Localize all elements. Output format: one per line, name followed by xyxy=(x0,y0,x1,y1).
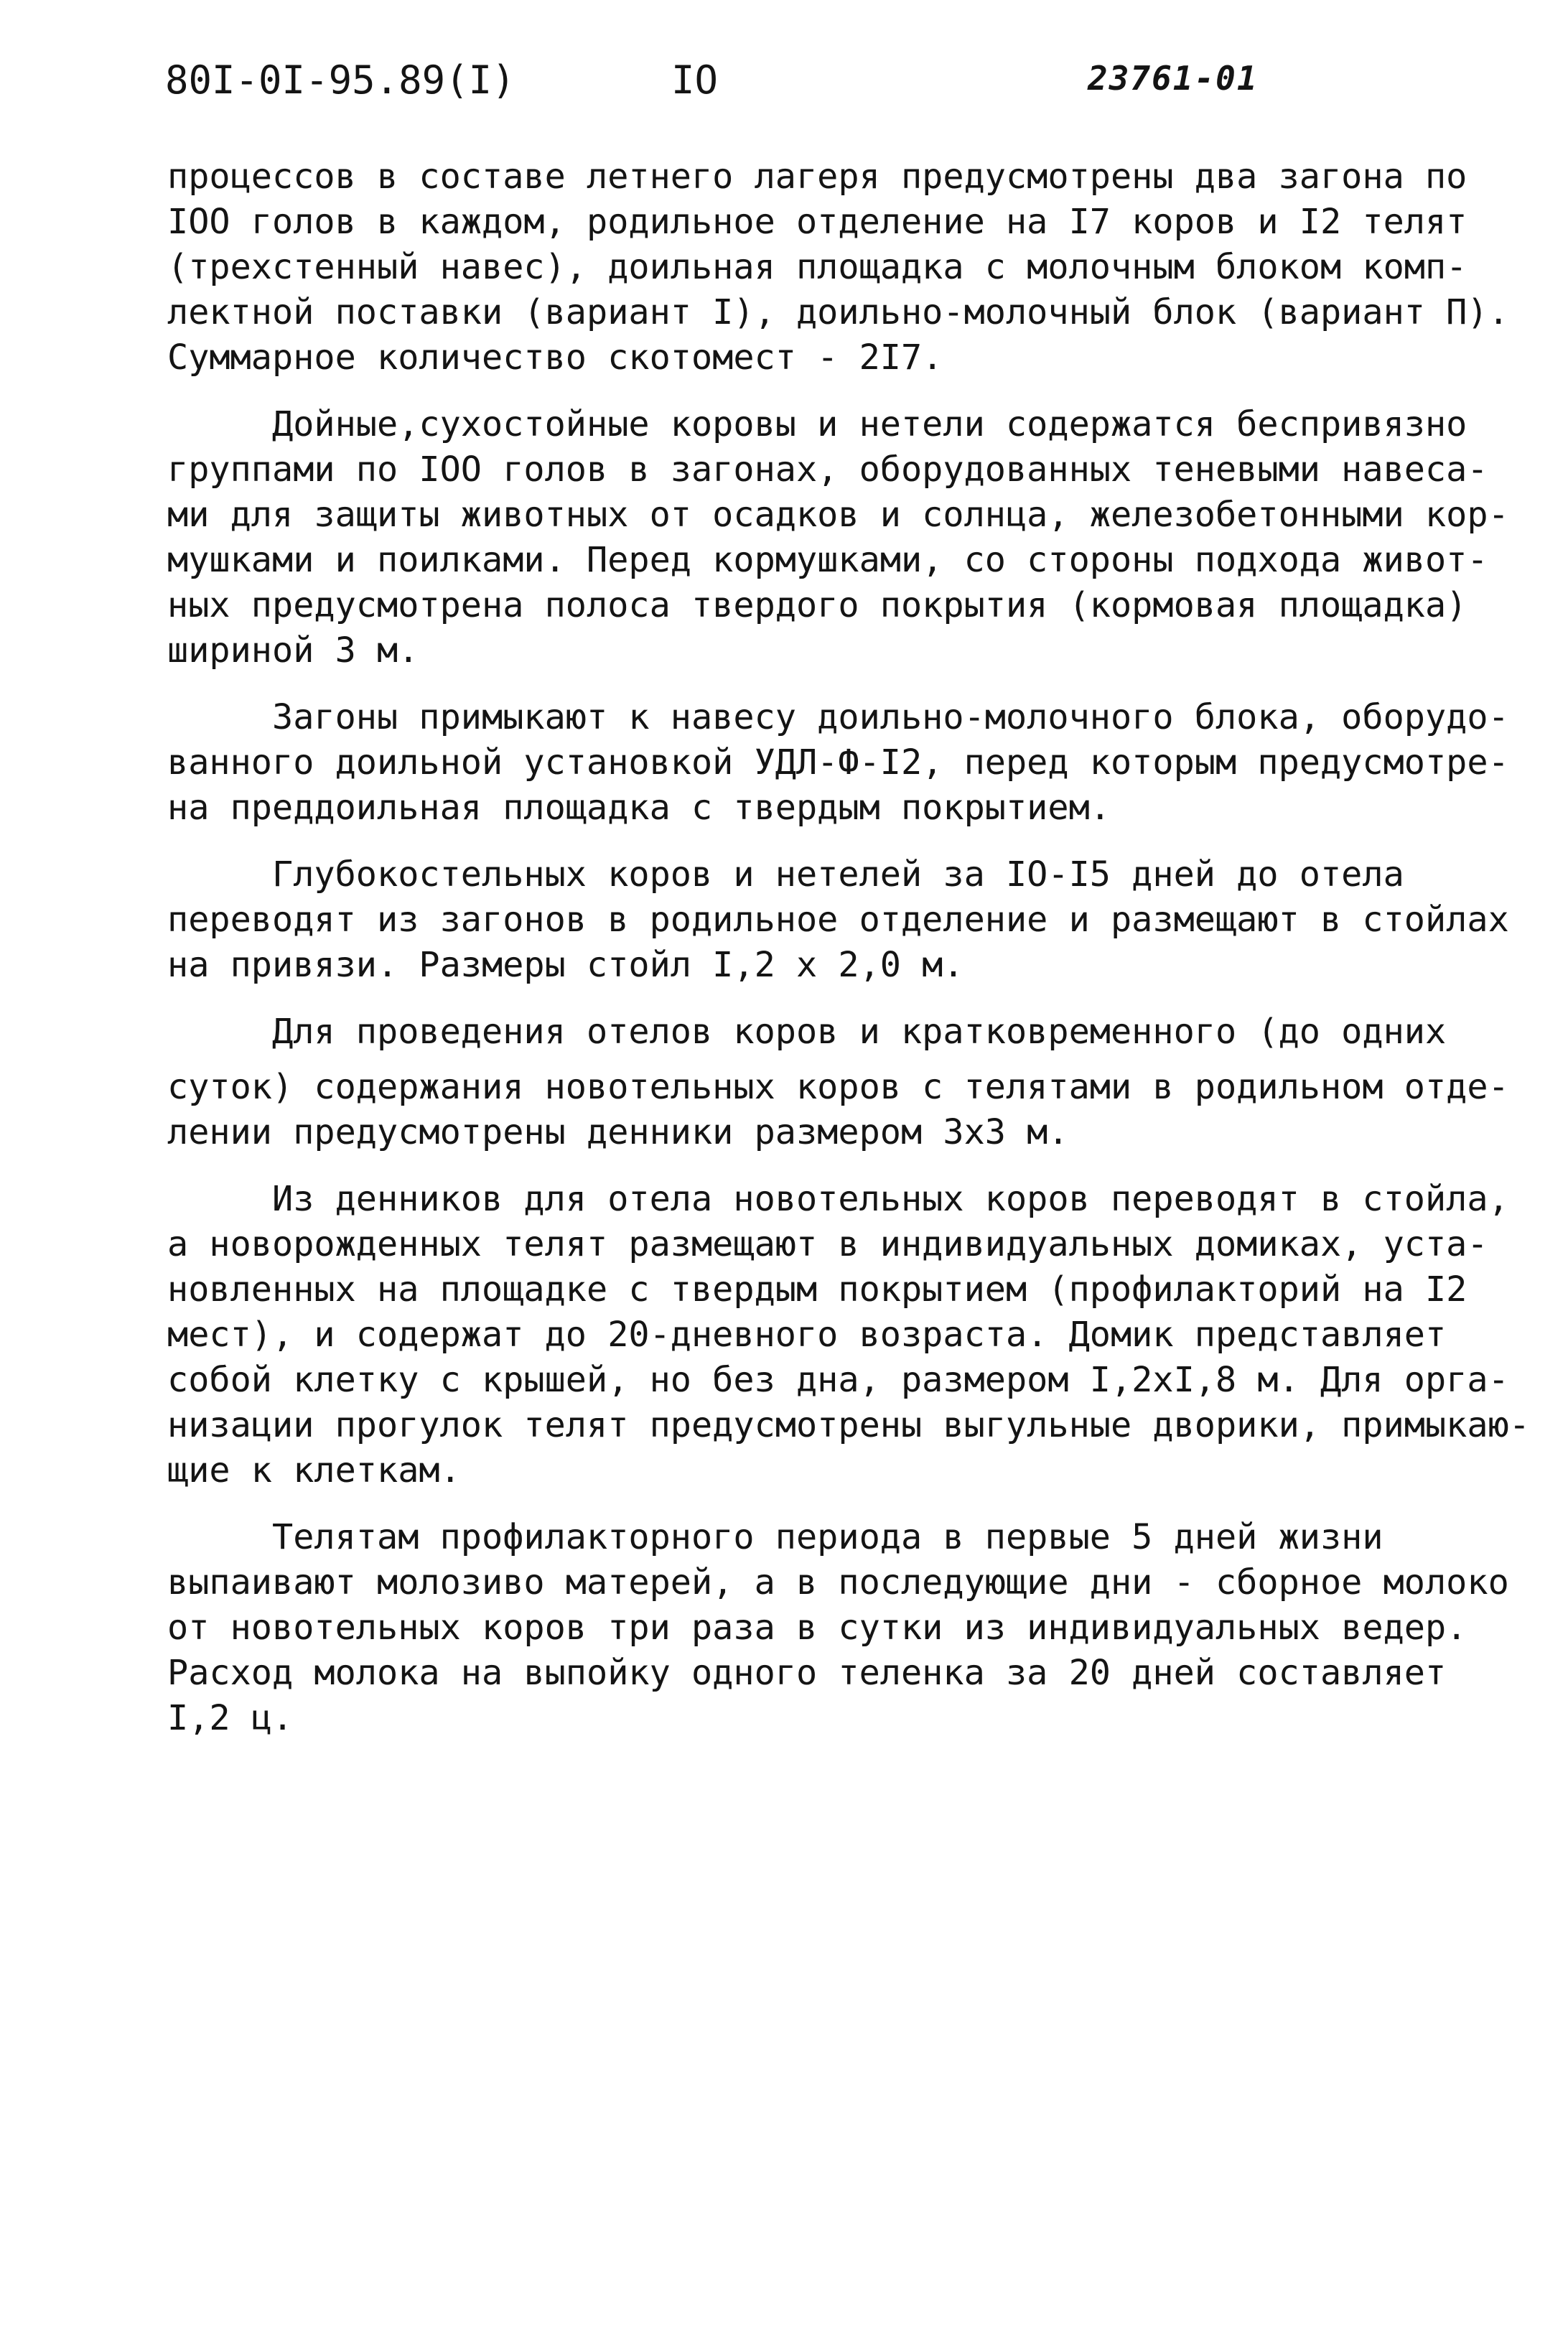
paragraph-gap xyxy=(167,381,1452,402)
text-line: Телятам профилакторного периода в первые 5 дней жизни xyxy=(167,1517,1383,1557)
text-line: Из денников для отела новотельных коров переводят в стойла, xyxy=(167,1179,1509,1219)
text-line: ванного доильной установкой УДЛ-Ф-I2, перед которым предусмотре- xyxy=(167,742,1509,783)
text-line: новленных на площадке с твердым покрытием (профилакторий на I2 xyxy=(167,1269,1467,1310)
paragraph xyxy=(167,695,1509,831)
line-gap xyxy=(167,1055,1452,1065)
text-line: собой клетку с крышей, но без дна, размером I,2хI,8 м. Для орга- xyxy=(167,1360,1509,1400)
text-line: а новорожденных телят размещают в индивидуальных домиках, уста- xyxy=(167,1224,1488,1264)
paragraph xyxy=(167,1009,1509,1155)
paragraph-gap xyxy=(167,831,1452,852)
page-number: IO xyxy=(671,57,719,103)
text-line: Для проведения отелов коров и кратковременного (до одних xyxy=(167,1012,1447,1052)
paragraph xyxy=(167,402,1509,673)
paragraph-gap xyxy=(167,673,1452,695)
text-line: щие к клеткам. xyxy=(167,1450,461,1491)
body-text xyxy=(167,154,1530,1741)
text-line: IOO голов в каждом, родильное отделение на I7 коров и I2 телят xyxy=(167,202,1467,242)
handwritten-stamp-number: 23761-01 xyxy=(1088,59,1259,98)
text-line: суток) содержания новотельных коров с телятами в родильном отде- xyxy=(167,1067,1509,1107)
text-line: лектной поставки (вариант I), доильно-молочный блок (вариант П). xyxy=(167,292,1509,332)
paragraph xyxy=(167,154,1509,381)
text-line: Дойные,сухостойные коровы и нетели содержатся беспривязно xyxy=(167,404,1467,444)
text-line: на преддоильная площадка с твердым покрытием. xyxy=(167,788,1111,828)
paragraph-gap xyxy=(167,1493,1452,1515)
text-line: процессов в составе летнего лагеря предусмотрены два загона по xyxy=(167,157,1467,197)
text-line: переводят из загонов в родильное отделение и размещают в стойлах xyxy=(167,900,1509,940)
text-line: низации прогулок телят предусмотрены выгульные дворики, примыкаю- xyxy=(167,1405,1530,1445)
text-line: группами по IOO голов в загонах, оборудованных теневыми навеса- xyxy=(167,449,1488,490)
paragraph xyxy=(167,852,1509,988)
text-line: (трехстенный навес), доильная площадка с молочным блоком комп- xyxy=(167,247,1467,287)
text-line: лении предусмотрены денники размером 3х3 м. xyxy=(167,1112,1069,1152)
page-header xyxy=(0,57,1568,115)
paragraph xyxy=(167,1515,1509,1741)
text-line: Глубокостельных коров и нетелей за IO-I5 дней до отела xyxy=(167,854,1404,895)
text-line: шириной 3 м. xyxy=(167,630,419,671)
text-line: на привязи. Размеры стойл I,2 х 2,0 м. xyxy=(167,945,964,985)
text-line: ми для защиты животных от осадков и солнца, железобетонными кор- xyxy=(167,495,1509,535)
paragraph xyxy=(167,1177,1530,1493)
text-line: выпаивают молозиво матерей, а в последующие дни - сборное молоко xyxy=(167,1562,1509,1603)
text-line: I,2 ц. xyxy=(167,1698,294,1738)
text-line: Суммарное количество скотомест - 2I7. xyxy=(167,337,943,378)
paragraph-gap xyxy=(167,988,1452,1009)
text-line: Расход молока на выпойку одного теленка за 20 дней составляет xyxy=(167,1653,1447,1693)
text-line: мест), и содержат до 20-дневного возраста. Домик представляет xyxy=(167,1315,1447,1355)
text-line: ных предусмотрена полоса твердого покрытия (кормовая площадка) xyxy=(167,585,1467,625)
text-line: от новотельных коров три раза в сутки из индивидуальных ведер. xyxy=(167,1608,1467,1648)
text-line: мушками и поилками. Перед кормушками, со стороны подхода живот- xyxy=(167,540,1488,580)
paragraph-gap xyxy=(167,1155,1452,1177)
document-code: 80I-0I-95.89(I) xyxy=(165,57,515,103)
text-line: Загоны примыкают к навесу доильно-молочного блока, оборудо- xyxy=(167,697,1509,737)
